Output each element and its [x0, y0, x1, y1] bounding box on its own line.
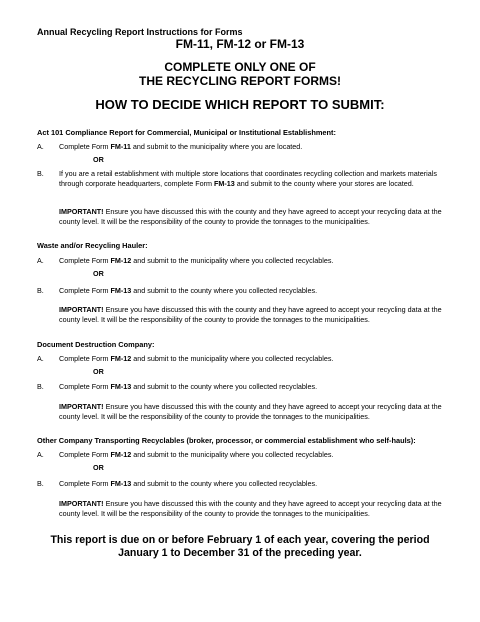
section-other-transporters-option-a: A. Complete Form FM-12 and submit to the municipality where you collected recyclables.	[37, 450, 334, 459]
option-letter: A.	[37, 450, 44, 459]
section-hauler-option-a: A. Complete Form FM-12 and submit to the municipality where you collected recyclables.	[37, 256, 334, 265]
section-title-other-transporters: Other Company Transporting Recyclables (broker, processor, or commercial establishment who self-hauls):	[37, 436, 416, 445]
due-date-line-2: January 1 to December 31 of the preceding year.	[118, 547, 362, 559]
important-label: IMPORTANT!	[59, 499, 104, 508]
section-title-act101: Act 101 Compliance Report for Commercial, Municipal or Institutional Establishment:	[37, 128, 336, 137]
due-date-notice	[0, 534, 480, 560]
important-note: IMPORTANT! Ensure you have discussed this with the county and they have agreed to accept your recycling data at the county level. It will be the responsibility of the county to provide the tonnages to the municipalities.	[59, 305, 442, 324]
section-other-transporters-option-b: B. Complete Form FM-13 and submit to the county where you collected recyclables.	[37, 479, 318, 488]
section-act101-option-a: A. Complete Form FM-11 and submit to the municipality where you are located.	[37, 142, 303, 151]
section-document-destruction-option-b: B. Complete Form FM-13 and submit to the county where you collected recyclables.	[37, 382, 318, 391]
important-note: IMPORTANT! Ensure you have discussed this with the county and they have agreed to accept your recycling data at the county level. It will be the responsibility of the county to provide the tonnages to the municipalities.	[59, 499, 442, 518]
form-code: FM-12	[110, 354, 132, 363]
option-letter: B.	[37, 169, 44, 178]
forms-line: FM-11, FM-12 or FM-13	[175, 37, 305, 51]
form-code: FM-12	[110, 256, 132, 265]
important-label: IMPORTANT!	[59, 207, 104, 216]
or-separator: OR	[93, 463, 104, 472]
option-letter: A.	[37, 142, 44, 151]
how-to-heading: HOW TO DECIDE WHICH REPORT TO SUBMIT:	[95, 97, 385, 112]
important-label: IMPORTANT!	[59, 402, 104, 411]
form-code: FM-13	[110, 382, 132, 391]
complete-line-2: THE RECYCLING REPORT FORMS!	[138, 74, 341, 88]
form-code: FM-13	[214, 178, 235, 188]
section-title-document-destruction: Document Destruction Company:	[37, 340, 155, 349]
option-letter: A.	[37, 256, 44, 265]
important-note: IMPORTANT! Ensure you have discussed this with the county and they have agreed to accept your recycling data at the county level. It will be the responsibility of the county to provide the tonnages to the municipalities.	[59, 402, 442, 421]
or-separator: OR	[93, 367, 104, 376]
important-note: IMPORTANT! Ensure you have discussed this with the county and they have agreed to accept your recycling data at the county level. It will be the responsibility of the county to provide the tonnages to the municipalities.	[59, 207, 442, 226]
section-document-destruction-option-a: A. Complete Form FM-12 and submit to the municipality where you collected recyclables.	[37, 354, 334, 363]
section-title-hauler: Waste and/or Recycling Hauler:	[37, 241, 148, 250]
form-code: FM-13	[110, 479, 132, 488]
section-act101-option-b: B. If you are a retail establishment with multiple store locations that coordinates recycling collection and markets materials through corporate headquarters, complete Form FM-13 and submit to the county where your stores are located.	[37, 169, 437, 188]
option-letter: B.	[37, 286, 44, 295]
form-code: FM-13	[110, 286, 132, 295]
option-letter: B.	[37, 479, 44, 488]
section-hauler-option-b: B. Complete Form FM-13 and submit to the county where you collected recyclables.	[37, 286, 318, 295]
option-letter: B.	[37, 382, 44, 391]
form-code: FM-11	[110, 142, 131, 151]
instructions-title: Annual Recycling Report Instructions for Forms	[37, 27, 243, 37]
important-label: IMPORTANT!	[59, 305, 104, 314]
or-separator: OR	[93, 155, 104, 164]
option-letter: A.	[37, 354, 44, 363]
or-separator: OR	[93, 269, 104, 278]
form-code: FM-12	[110, 450, 132, 459]
due-date-line-1: This report is due on or before February 1 of each year, covering the period	[50, 534, 430, 546]
complete-notice	[0, 60, 480, 88]
complete-line-1: COMPLETE ONLY ONE OF	[164, 60, 316, 74]
